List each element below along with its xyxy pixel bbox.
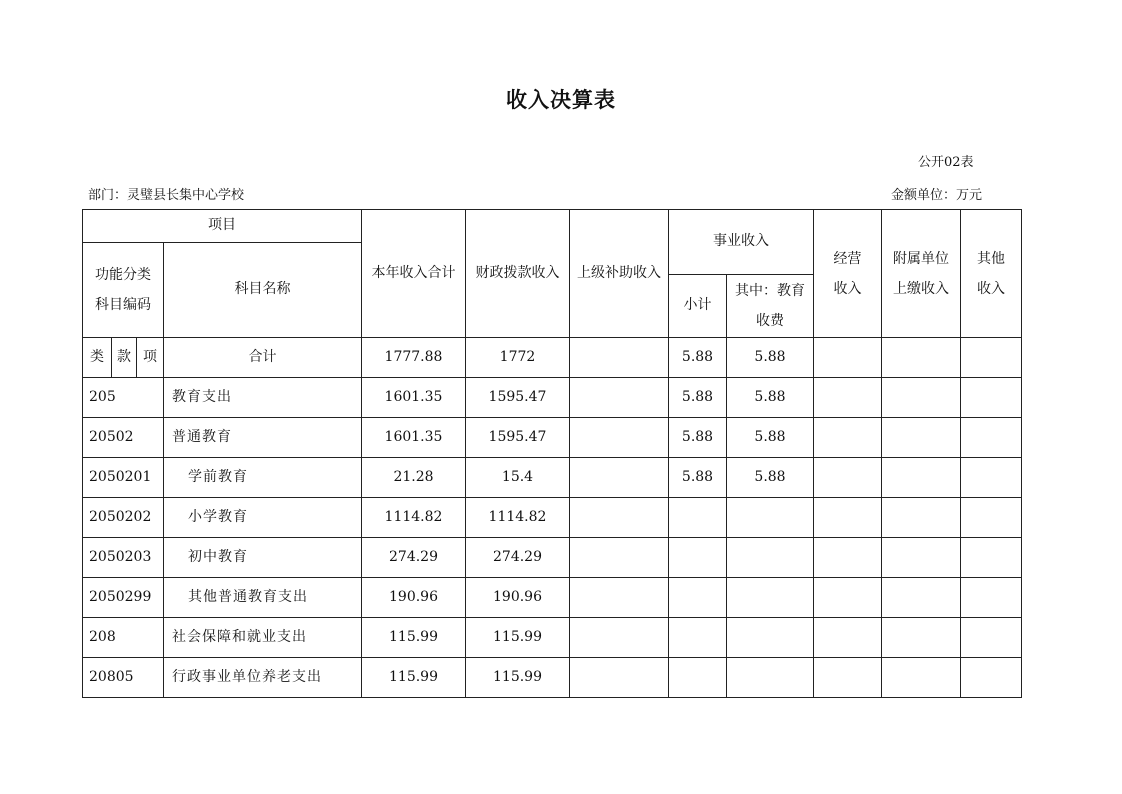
cell-edu-fee (727, 498, 814, 538)
cell-total: 21.28 (362, 458, 466, 498)
cell-affiliated (882, 538, 961, 578)
cell-subtotal (669, 498, 727, 538)
cell-total: 1114.82 (362, 498, 466, 538)
cell-subtotal: 5.88 (669, 418, 727, 458)
cell-affiliated (882, 578, 961, 618)
table-row (83, 618, 1022, 658)
cell-edu-fee: 5.88 (727, 418, 814, 458)
table-row (83, 658, 1022, 698)
header-edu-fee (727, 275, 814, 338)
header-other (961, 210, 1022, 338)
cell-affiliated (882, 498, 961, 538)
cell-other (961, 418, 1022, 458)
table-row (83, 578, 1022, 618)
cell-other (961, 658, 1022, 698)
cell-total: 115.99 (362, 658, 466, 698)
cell-superior (570, 538, 669, 578)
subject-name: 教育支出 (164, 378, 362, 418)
header-operating (814, 210, 882, 338)
cell-fiscal: 1114.82 (466, 498, 570, 538)
cell-edu-fee (727, 618, 814, 658)
summary-affiliated (882, 338, 961, 378)
cell-other (961, 498, 1022, 538)
summary-fiscal: 1772 (466, 338, 570, 378)
cell-affiliated (882, 418, 961, 458)
cell-operating (814, 658, 882, 698)
cell-edu-fee (727, 658, 814, 698)
cell-fiscal: 115.99 (466, 618, 570, 658)
cell-subtotal: 5.88 (669, 458, 727, 498)
table-body (83, 210, 1022, 698)
cell-total: 274.29 (362, 538, 466, 578)
cell-fiscal: 1595.47 (466, 418, 570, 458)
header-func-code-text: 功能分类 科目编码 (95, 267, 151, 313)
cell-fiscal: 190.96 (466, 578, 570, 618)
header-affiliated (882, 210, 961, 338)
cell-subtotal (669, 658, 727, 698)
cell-superior (570, 378, 669, 418)
cell-superior (570, 458, 669, 498)
cell-operating (814, 618, 882, 658)
header-xiang: 项 (137, 338, 164, 378)
table-row (83, 538, 1022, 578)
summary-subtotal: 5.88 (669, 338, 727, 378)
cell-affiliated (882, 618, 961, 658)
cell-fiscal: 1595.47 (466, 378, 570, 418)
subject-name: 初中教育 (164, 538, 362, 578)
cell-superior (570, 418, 669, 458)
header-func-code (83, 243, 164, 338)
subject-code: 2050201 (83, 458, 164, 498)
cell-operating (814, 538, 882, 578)
cell-superior (570, 498, 669, 538)
table-row (83, 498, 1022, 538)
cell-subtotal (669, 538, 727, 578)
cell-fiscal: 15.4 (466, 458, 570, 498)
cell-operating (814, 378, 882, 418)
table-row (83, 458, 1022, 498)
cell-other (961, 538, 1022, 578)
summary-total: 1777.88 (362, 338, 466, 378)
cell-total: 190.96 (362, 578, 466, 618)
subject-code: 208 (83, 618, 164, 658)
header-subtotal: 小计 (669, 275, 727, 338)
cell-subtotal (669, 618, 727, 658)
cell-fiscal: 274.29 (466, 538, 570, 578)
subject-code: 20805 (83, 658, 164, 698)
cell-total: 115.99 (362, 618, 466, 658)
header-affiliated-text: 附属单位 上缴收入 (893, 250, 949, 297)
header-edu-fee-text: 其中：教育 收费 (735, 283, 805, 329)
income-table (82, 209, 1022, 698)
department-label: 部门：灵璧县长集中心学校 (88, 188, 245, 203)
header-kuan: 款 (112, 338, 137, 378)
cell-superior (570, 658, 669, 698)
subject-name: 学前教育 (164, 458, 362, 498)
cell-fiscal: 115.99 (466, 658, 570, 698)
cell-affiliated (882, 658, 961, 698)
subject-name: 其他普通教育支出 (164, 578, 362, 618)
cell-edu-fee: 5.88 (727, 378, 814, 418)
subject-code: 205 (83, 378, 164, 418)
cell-affiliated (882, 378, 961, 418)
cell-other (961, 618, 1022, 658)
subject-code: 2050203 (83, 538, 164, 578)
cell-operating (814, 458, 882, 498)
subject-code: 2050299 (83, 578, 164, 618)
cell-edu-fee: 5.88 (727, 458, 814, 498)
cell-operating (814, 418, 882, 458)
header-superior: 上级补助收入 (570, 210, 669, 338)
cell-edu-fee (727, 578, 814, 618)
cell-operating (814, 498, 882, 538)
summary-superior (570, 338, 669, 378)
subject-code: 20502 (83, 418, 164, 458)
header-operating-text: 经营 收入 (833, 250, 862, 297)
subject-name: 行政事业单位养老支出 (164, 658, 362, 698)
subject-name: 小学教育 (164, 498, 362, 538)
cell-other (961, 578, 1022, 618)
summary-other (961, 338, 1022, 378)
header-business: 事业收入 (669, 210, 814, 275)
table-row (83, 418, 1022, 458)
cell-total: 1601.35 (362, 378, 466, 418)
cell-other (961, 378, 1022, 418)
header-fiscal: 财政拨款收入 (466, 210, 570, 338)
summary-row (83, 338, 1022, 378)
table-row (83, 378, 1022, 418)
cell-other (961, 458, 1022, 498)
cell-operating (814, 578, 882, 618)
subject-name: 普通教育 (164, 418, 362, 458)
subject-name: 社会保障和就业支出 (164, 618, 362, 658)
header-lei: 类 (83, 338, 112, 378)
header-total: 本年收入合计 (362, 210, 466, 338)
header-item: 项目 (83, 210, 362, 243)
cell-superior (570, 618, 669, 658)
cell-edu-fee (727, 538, 814, 578)
cell-subtotal (669, 578, 727, 618)
header-subject-name: 科目名称 (164, 243, 362, 338)
amount-unit-label: 金额单位：万元 (891, 188, 983, 203)
cell-total: 1601.35 (362, 418, 466, 458)
summary-label: 合计 (164, 338, 362, 378)
cell-affiliated (882, 458, 961, 498)
summary-operating (814, 338, 882, 378)
summary-edu-fee: 5.88 (727, 338, 814, 378)
header-other-text: 其他 收入 (977, 250, 1005, 297)
form-number: 公开02表 (918, 155, 974, 170)
subject-code: 2050202 (83, 498, 164, 538)
cell-superior (570, 578, 669, 618)
page-title: 收入决算表 (506, 88, 616, 112)
cell-subtotal: 5.88 (669, 378, 727, 418)
